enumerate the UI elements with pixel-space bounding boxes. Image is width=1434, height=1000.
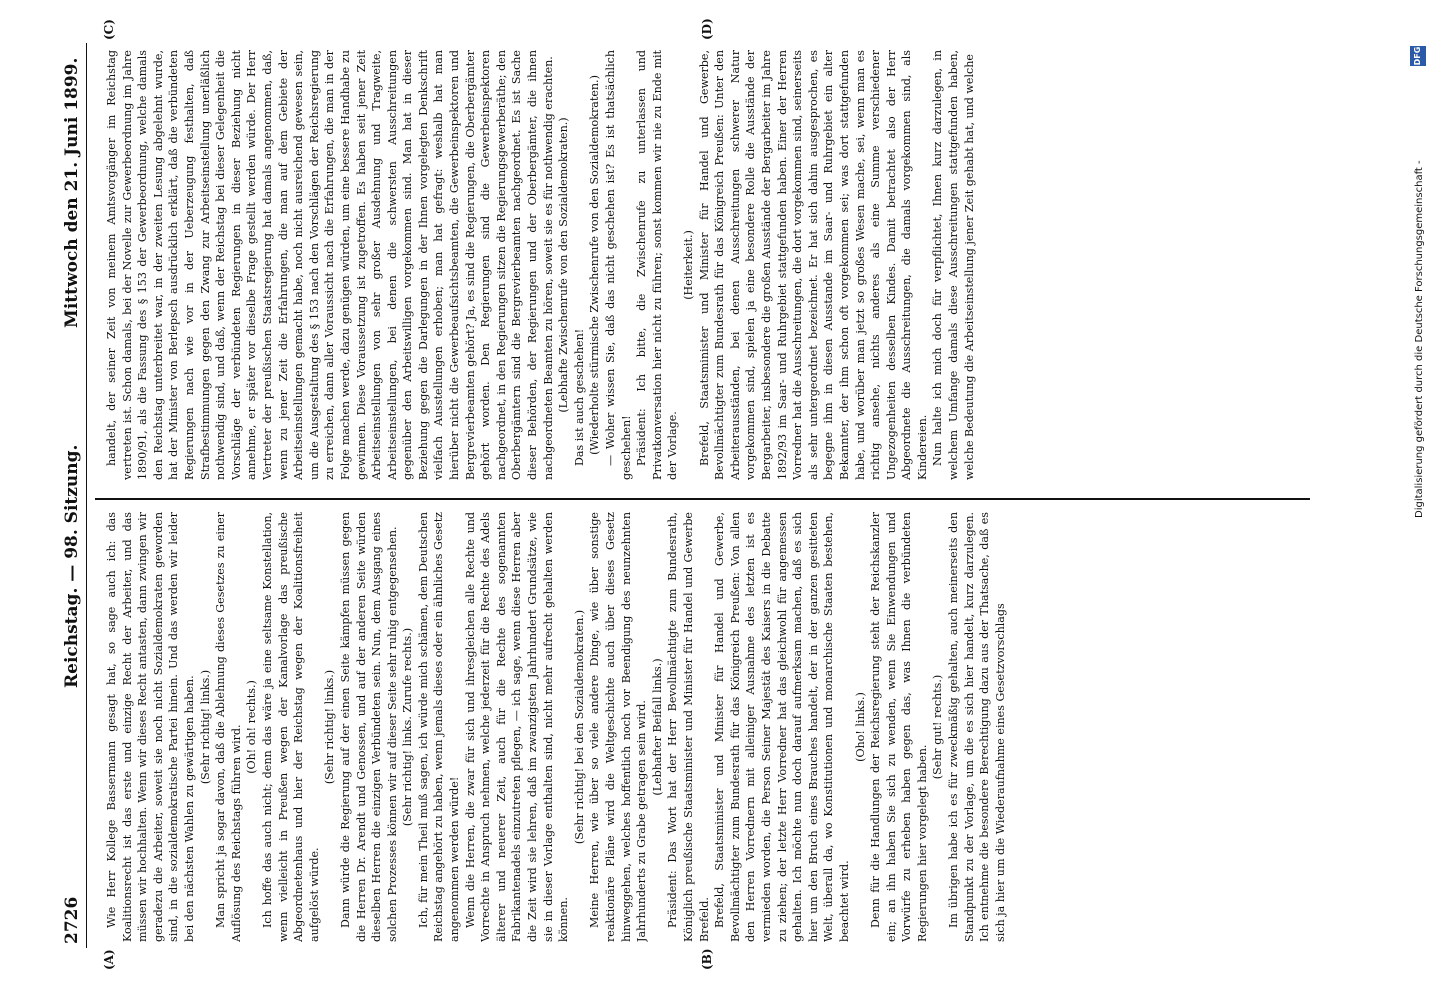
paragraph: Dann würde die Regierung auf der einen Seite kämpfen müssen gegen die Herren Dr. Arendt und Genossen, und auf der anderen Seite würden dieselben Herren die einzigen Verbündeten sein. Nun, dem Ausgang eines solchen Prozesses können wir auf dieser Seite sehr ruhig entgegensehen. (338, 512, 399, 942)
paragraph: Ich hoffe das auch nicht; denn das wäre ja eine seltsame Konstellation, wenn vielleicht in Preußen wegen der Kanalvorlage das preußische Abgeordnetenhaus und hier der Reichstag wegen der Koalitionsfreiheit aufgelöst würde. (260, 512, 321, 942)
interjection: (Oh! oh! rechts.) (245, 680, 259, 774)
page-footer (1318, 43, 1425, 948)
session-date: Mittwoch den 21. Juni 1899. (62, 57, 82, 328)
paragraph: Präsident: Ich bitte, die Zwischenrufe zu unterlassen und Privatkonversation hier nicht zu führen; sonst kommen wir nie zu Ende mit der Vorlage. (635, 50, 680, 480)
interjection: (Heiterkeit.) (681, 230, 695, 300)
paragraph: Ich, für mein Theil muß sagen, ich würde mich schämen, dem Deutschen Reichstag angehört zu haben, wenn jemals dieses oder ein ähnliches Gesetz angenommen werden würde! (416, 512, 462, 942)
paragraph: Präsident: Das Wort hat der Herr Bevollmächtigte zum Bundesrath, Königlich preußische Staatsminister und Minister für Handel und Gewerbe Brefeld. (666, 512, 711, 942)
column-marker-c: (C) (102, 19, 116, 40)
column-divider (95, 498, 1310, 500)
column-marker-b: (B) (700, 948, 714, 970)
session-title: Reichstag. — 98. Sitzung. (62, 444, 82, 688)
column-marker-a: (A) (102, 949, 116, 970)
page-number: 2726 (62, 896, 82, 944)
right-text-column (104, 50, 1304, 480)
digitization-credit: Digitalisierung gefördert durch die Deutsche Forschungsgemeinschaft - (1414, 160, 1425, 518)
paragraph: Denn für die Handlungen der Reichsregierung steht der Reichskanzler ein; an ihn haben Sie sich zu wenden, wenn Sie Einwendungen und Vorwürfe zu erheben haben gegen das, was Ihnen die verbündeten Regierungen hier vorgelegt haben. (869, 512, 929, 942)
paragraph: Brefeld, Staatsminister und Minister für Handel und Gewerbe, Bevollmächtigter zum Bundesrath für das Königreich Preußen: Von allen den Herren Vorrednern mit alleiniger Ausnahme des letzten ist es vermieden worden, die Person Seiner Majestät des Kaisers in die Debatte zu ziehen; der letzte Herr Vorredner hat das gleichwohl für angemessen gehalten. Ich möchte nun doch darauf aufmerksam machen, daß es sich hier um den Bruch eines Brauches handelt, der in der ganzen gesitteten Welt, überall da, wo Konstitutionen und monarchische Staaten bestehen, beachtet wird. (713, 512, 851, 942)
interjection: (Oho! links.) (853, 692, 867, 762)
left-text-column (104, 512, 1304, 942)
interjection: (Sehr gut! rechts.) (931, 674, 945, 780)
paragraph: Brefeld, Staatsminister und Minister für Handel und Gewerbe, Bevollmächtigter zum Bundesrath für das Königreich Preußen: Unter den Arbeiterausständen, bei denen Ausschreitungen schwerer Natur vorgekommen sind, spielen ja eine besondere Rolle die Ausstände der Bergarbeiter, insbesondere die großen Ausstände der Bergarbeiter im Jahre 1892/93 im Saar- und Ruhrgebiet stattgefunden haben. Einer der Herren Vorredner hat die Ausschreitungen, die dort vorgekommen sind, seinerseits als sehr untergeordnet bezeichnet. Er hat sich dahin ausgesprochen, es begegne ihm in diesen Ausstande im Saar- und Ruhrgebiet ein alter Bekannter, der ihm schon oft vorgekommen sei; was dort stattgefunden habe, und worüber man jetzt so großes Wesen mache, sei, wenn man es richtig ansehe, nichts anderes als eine Summe verschiedener Ungezogenheiten desselben Kindes. Damit betrachtet also der Herr Abgeordnete die Ausschreitungen, die damals vorgekommen sind, als Kindereien. (697, 50, 929, 480)
paragraph: Im übrigen habe ich es für zweckmäßig gehalten, auch meinerseits den Standpunkt zu der Vorlage, um die es sich hier handelt, kurz darzulegen. Ich entnehme die besondere Berechtigung dazu aus der Thatsache, daß es sich ja hier um die Wiederaufnahme eines Gesetzvorschlags (947, 512, 1007, 942)
page-header (60, 43, 87, 948)
paragraph: handelt, der seiner Zeit von meinem Amtsvorgänger im Reichstag vertreten ist. Schon damals, bei der Novelle zur Gewerbeordnung im Jahre 1890/91, als die Fassung des § 153 der Gewerbeordnung, welche damals den Reichstag unterbreitet war, in der zweiten Lesung abgelehnt wurde, hat der Minister von Berlepsch ausdrücklich erklärt, daß die verbündeten Regierungen nach wie vor in der Ueberzeugung festhalten, daß Strafbestimmungen gegen den Zwang zur Arbeitseinstellung unerläßlich nothwendig sind, und daß, wenn der Reichstag bei dieser Gelegenheit die Vorschläge der verbündeten Regierungen in dieser Beziehung nicht annehme, er später vor dieselbe Frage gestellt werden würde. Der Herr Vertreter der preußischen Staatsregierung hat damals angenommen, daß, wenn zu jener Zeit die Erfahrungen, die man auf dem Gebiete der Arbeitseinstellungen gemacht habe, noch nicht ausreichend gewesen sein, um die Ausgestaltung des § 153 nach den Vorschlägen der Reichsregierung zu erreichen, dann aller Voraussicht nach die Erfahrungen, die man in der Folge machen werde, dazu genügen würden, um eine bessere Handhabe zu gewinnen. Diese Voraussetzung ist zugetroffen. Es haben seit jener Zeit Arbeitseinstellungen von sehr großer Ausdehnung und Tragweite, Arbeitseinstellungen, bei denen die schwersten Ausschreitungen gegenüber den Arbeitswilligen vorgekommen sind. Man hat in dieser Beziehung gegen die Darlegungen in der Ihnen vorgelegten Denkschrift vielfach Ausstellungen erhoben; man hat gefragt: weshalb hat man hierüber nicht die Gewerbeaufsichtsbeamten, die Gewerbeinspektoren und Bergrevierbeamten gehört? Ja, es sind die Regierungen, die Oberbergämter gehört worden. Den Regierungen sind die Gewerbeinspektoren nachgeordnet, in den Regierungen sitzen die Regierungsgewerberäthe; den Oberbergämtern sind die Bergrevierbeamten nachgeordnet. Es ist Sache dieser Behörden, der Regierungen und der Oberbergämter, die ihnen nachgeordneten Beamten zu hören, soweit sie es für nothwendig erachten. (105, 50, 555, 480)
dfg-logo: DFG (1410, 46, 1426, 66)
paragraph: — Woher wissen Sie, daß das nicht geschehen ist? Es ist thatsächlich geschehen! (604, 50, 633, 480)
paragraph: Wie Herr Kollege Bassermann gesagt hat, so sage auch ich: das Koalitionsrecht ist das erste und einzige Recht der Arbeiter, und das müssen wir hochhalten. Wenn wir dieses Recht antasten, dann zwingen wir geradezu die Arbeiter, soweit sie noch nicht Sozialdemokraten geworden sind, in die sozialdemokratische Partei hinein. Und das werden wir leider bei den nächsten Wahlen zu gewärtigen haben. (105, 512, 196, 942)
interjection: (Sehr richtig! bei den Sozialdemokraten.) (572, 609, 586, 845)
paragraph: Man spricht ja sogar davon, daß die Ablehnung dieses Gesetzes zu einer Auflösung des Reichstags führen wird. (214, 512, 243, 942)
interjection: (Sehr richtig! links.) (198, 669, 212, 785)
interjection: (Lebhafte Zwischenrufe von den Sozialdemokraten.) (557, 117, 571, 413)
column-marker-d: (D) (700, 18, 714, 40)
interjection: (Sehr richtig! links.) (323, 669, 337, 785)
paragraph: Wenn die Herren, die zwar für sich und ihresgleichen alle Rechte und Vorrechte in Anspruch nehmen, welche jederzeit für die Rechte des Adels älterer und neuerer Zeit, auch für die Rechte des sogenannten Fabrikantenadels einzutreten pflegen, — ich sage, wenn diese Herren aber die Zeit wird sie lehren, daß im zwanzigsten Jahrhundert Grundsätze, wie sie in dieser Vorlage enthalten sind, nicht mehr aufrecht gehalten werden können. (463, 512, 571, 942)
paragraph: Nun halte ich mich doch für verpflichtet, Ihnen kurz darzulegen, in welchem Umfange damals diese Ausschreitungen stattgefunden haben, welche Bedeutung die Arbeitseinstellung jener Zeit gehabt hat, und welche (931, 50, 976, 480)
interjection: (Wiederholte stürmische Zwischenrufe von den Sozialdemokraten.) (588, 75, 602, 455)
interjection: (Sehr richtig! links. Zurufe rechts.) (401, 627, 415, 827)
paragraph: Meine Herren, wie über so viele andere Dinge, wie über sonstige reaktionäre Pläne wird die Weltgeschichte auch über dieses Gesetz hinweggehen, welches hoffentlich noch vor Beendigung des neunzehnten Jahrhunderts zu Grabe getragen sein wird. (588, 512, 649, 942)
interjection: (Lebhafter Beifall links.) (650, 658, 664, 796)
paragraph: Das ist auch geschehen! (572, 328, 586, 466)
